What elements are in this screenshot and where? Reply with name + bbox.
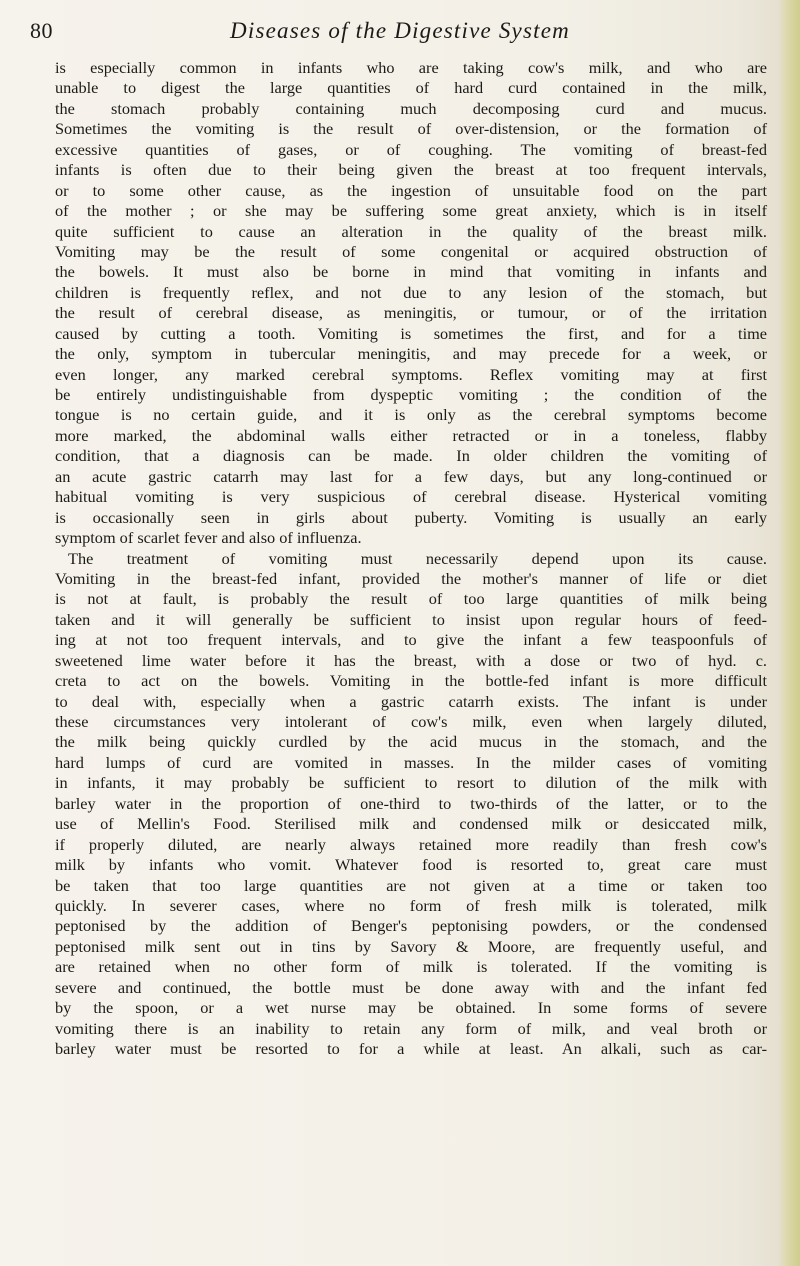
text-line: be entirely undistinguishable from dyspeptic vomiting ; the condition of the [55,385,767,404]
text-line: taken and it will generally be sufficient to insist upon regular hours of feed- [55,609,767,629]
text-line: Sometimes the vomiting is the result of over-distension, or the formation of [55,119,767,139]
text-line: the bowels. It must also be borne in mind that vomiting in infants and [55,262,767,282]
text-line: the milk being quickly curdled by the acid mucus in the stomach, and the [55,732,767,752]
text-line: the stomach probably containing much decomposing curd and mucus. [55,98,767,118]
text-line: infants is often due to their being given the breast at too frequent intervals, [55,160,767,180]
text-line: is not at fault, is probably the result of too large quantities of milk being [55,589,767,609]
text-line: if properly diluted, are nearly always retained more readily than fresh cow's [55,834,767,854]
text-line: Vomiting in the breast-fed infant, provided the mother's manner of life or diet [55,568,767,588]
text-line: ing at not too frequent intervals, and to give the infant a few teaspoonfuls of [55,630,767,650]
text-line: quite sufficient to cause an alteration in the quality of the breast milk. [55,221,767,241]
text-line: milk by infants who vomit. Whatever food is resorted to, great care must [55,855,767,875]
text-line: is occasionally seen in girls about puberty. Vomiting is usually an early [55,507,767,527]
text-line: The treatment of vomiting must necessarily depend upon its cause. [68,548,767,568]
text-line: vomiting there is an inability to retain any form of milk, and veal broth or [55,1018,767,1038]
text-line: the only, symptom in tubercular meningitis, and may precede for a week, or [55,344,767,364]
text-line: be taken that too large quantities are not given at a time or taken too [55,875,767,895]
text-line: are retained when no other form of milk is tolerated. If the vomiting is [55,957,767,977]
text-line: these circumstances very intolerant of cow's milk, even when largely diluted, [55,712,767,731]
text-line: severe and continued, the bottle must be done away with and the infant fed [55,977,767,997]
body-text [55,58,767,1059]
text-line: even longer, any marked cerebral symptoms. Reflex vomiting may at first [55,364,767,384]
text-line: peptonised milk sent out in tins by Savory & Moore, are frequently useful, and [55,936,767,956]
text-line: the result of cerebral disease, as meningitis, or tumour, or of the irritation [55,303,767,323]
text-line: unable to digest the large quantities of hard curd contained in the milk, [55,78,767,98]
text-line: barley water must be resorted to for a while at least. An alkali, such as car- [55,1039,767,1058]
text-line: an acute gastric catarrh may last for a few days, but any long-continued or [55,466,767,486]
text-line: tongue is no certain guide, and it is only as the cerebral symptoms become [55,405,767,425]
text-line: to deal with, especially when a gastric catarrh exists. The infant is under [55,691,767,711]
text-line: symptom of scarlet fever and also of influenza. [55,528,362,548]
text-line: excessive quantities of gases, or of coughing. The vomiting of breast-fed [55,139,767,159]
text-line: hard lumps of curd are vomited in masses. In the milder cases of vomiting [55,752,767,772]
text-line: in infants, it may probably be sufficient to resort to dilution of the milk with [55,773,767,793]
text-line: children is frequently reflex, and not due to any lesion of the stomach, but [55,282,767,302]
text-line: caused by cutting a tooth. Vomiting is sometimes the first, and for a time [55,323,767,343]
text-line: barley water in the proportion of one-third to two-thirds of the latter, or to the [55,793,767,813]
text-line: quickly. In severer cases, where no form of fresh milk is tolerated, milk [55,895,767,915]
text-line: or to some other cause, as the ingestion of unsuitable food on the part [55,180,767,200]
running-head: Diseases of the Digestive System [230,18,570,43]
text-line: Vomiting may be the result of some congenital or acquired obstruction of [55,241,767,261]
text-line: peptonised by the addition of Benger's peptonising powders, or the condensed [55,916,767,936]
text-line: by the spoon, or a wet nurse may be obtained. In some forms of severe [55,998,767,1018]
text-line: sweetened lime water before it has the breast, with a dose or two of hyd. c. [55,650,767,670]
text-line: of the mother ; or she may be suffering some great anxiety, which is in itself [55,201,767,221]
text-line: more marked, the abdominal walls either retracted or in a toneless, flabby [55,425,767,445]
text-line: habitual vomiting is very suspicious of cerebral disease. Hysterical vomiting [55,487,767,507]
page-edge-stain [778,0,800,1266]
text-line: is especially common in infants who are taking cow's milk, and who are [55,58,767,77]
page-header [30,14,770,54]
text-line: condition, that a diagnosis can be made. In older children the vomiting of [55,446,767,466]
page-number: 80 [30,18,53,43]
text-line: use of Mellin's Food. Sterilised milk and condensed milk or desiccated milk, [55,814,767,834]
text-line: creta to act on the bowels. Vomiting in the bottle-fed infant is more difficult [55,671,767,691]
